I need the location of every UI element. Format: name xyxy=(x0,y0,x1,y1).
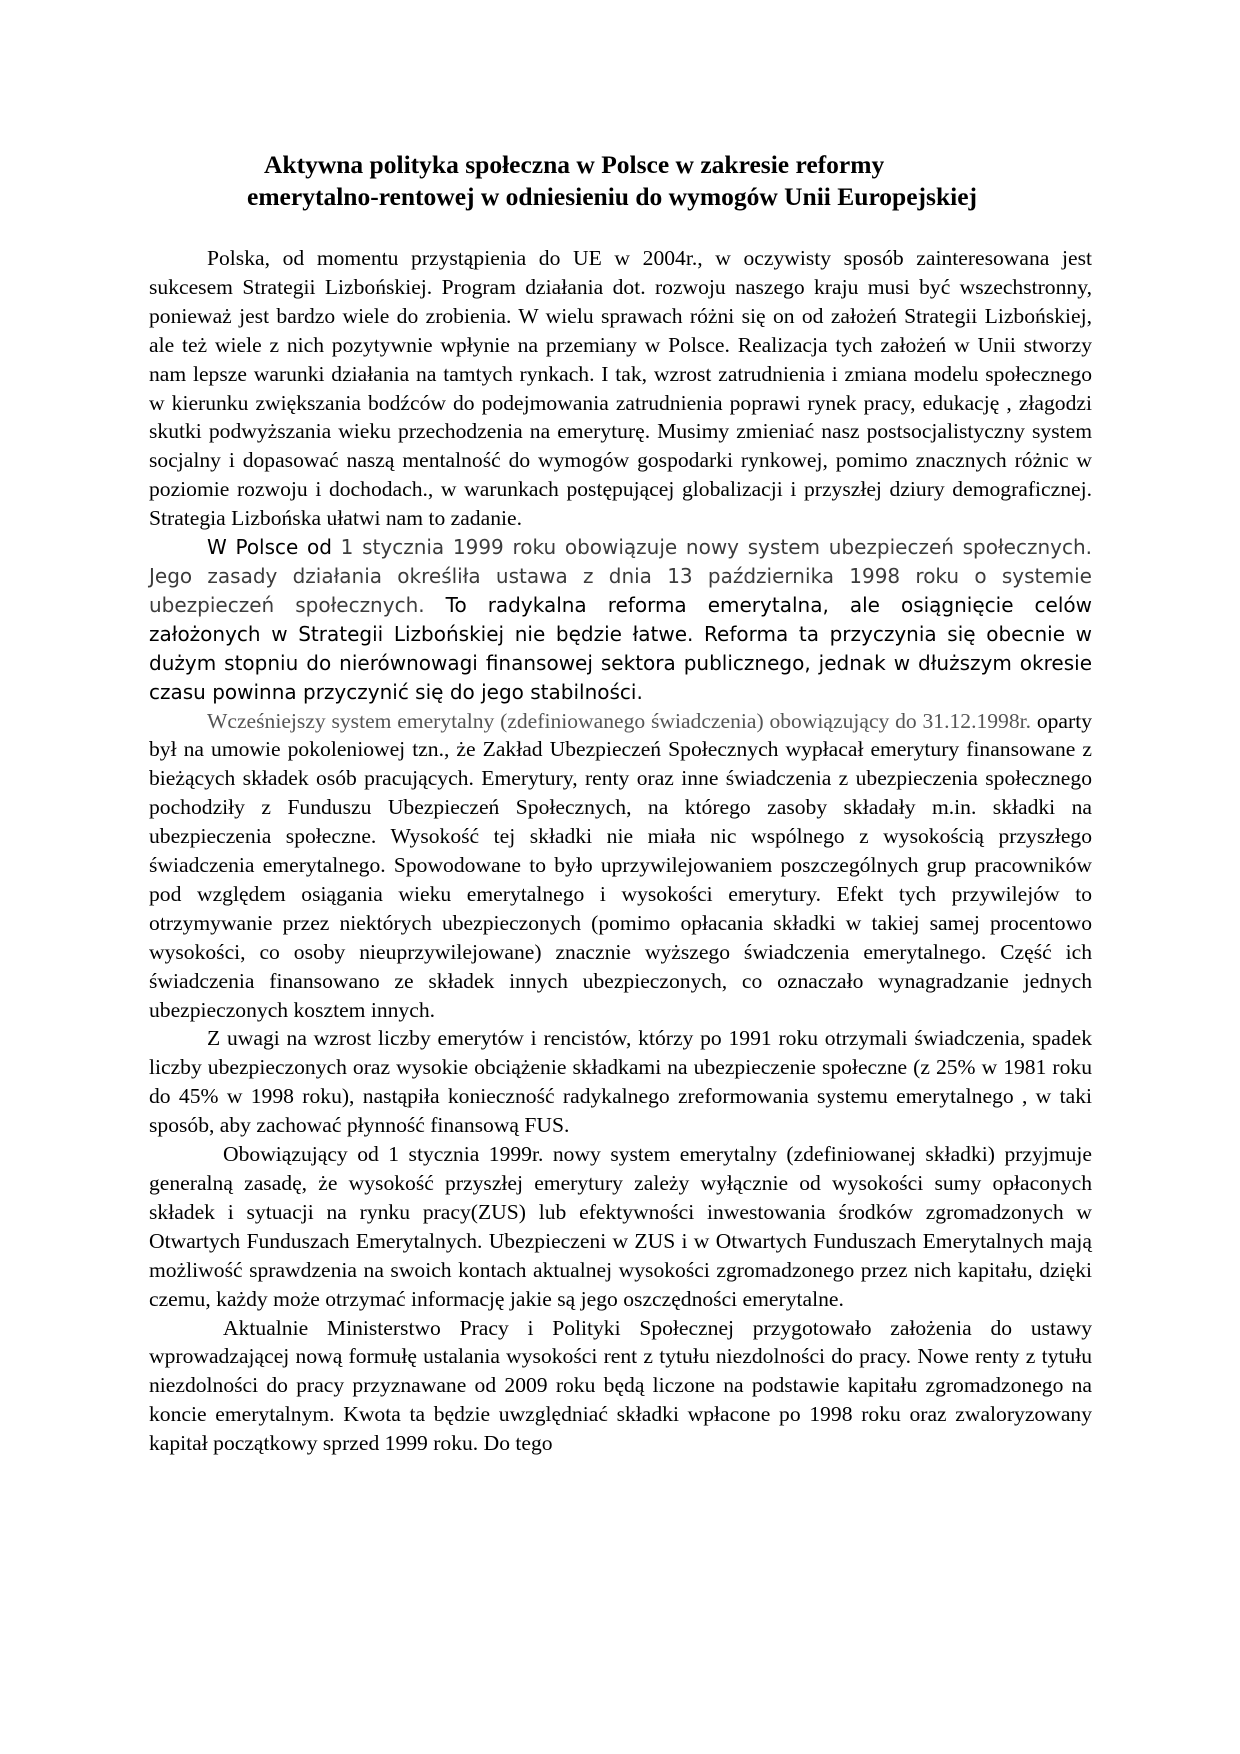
title-line-1: Aktywna polityka społeczna w Polsce w zakresie reformy xyxy=(264,150,885,179)
document-body xyxy=(149,244,1092,1458)
document-title xyxy=(150,149,1090,213)
paragraph-2-rest: To radykalna reforma emerytalna, ale osiągnięcie celów założonych w Strategii Lizbońskiej nie będzie łatwe. Reforma ta przyczynia się obecnie w dużym stopniu do nierównowagi finansowej sektora publicznego, jednak w dłuższym okresie czasu powinna przyczynić się do jego stabilności. xyxy=(149,592,1092,704)
paragraph-3-rest: oparty był na umowie pokoleniowej tzn., że Zakład Ubezpieczeń Społecznych wypłacał emerytury finansowane z bieżących składek osób pracujących. Emerytury, renty oraz inne świadczenia z ubezpieczenia społecznego pochodziły z Funduszu Ubezpieczeń Społecznych, na którego zasoby składały m.in. składki na ubezpieczenia społeczne. Wysokość tej składki nie miała nic wspólnego z wysokością przyszłego świadczenia emerytalnego. Spowodowane to było uprzywilejowaniem poszczególnych grup pracowników pod względem osiągania wieku emerytalnego i wysokości emerytury. Efekt tych przywilejów to otrzymywanie przez niektórych ubezpieczonych (pomimo opłacania składki w takiej samej procentowo wysokości, co osoby nieuprzywilejowane) znacznie wyższego świadczenia emerytalnego. Część ich świadczenia finansowano ze składek innych ubezpieczonych, co oznaczało wynagradzanie jednych ubezpieczonych kosztem innych. xyxy=(149,708,1092,1022)
title-line-2: emerytalno-rentowej w odniesieniu do wymogów Unii Europejskiej xyxy=(247,182,978,211)
paragraph-3 xyxy=(149,707,1092,1025)
paragraph-2 xyxy=(149,533,1092,706)
paragraph-6: Aktualnie Ministerstwo Pracy i Polityki Społecznej przygotowało założenia do ustawy wprowadzającej nową formułę ustalania wysokości rent z tytułu niezdolności do pracy. Nowe renty z tytułu niezdolności do pracy przyznawane od 2009 roku będą liczone na podstawie kapitału zgromadzonego na koncie emerytalnym. Kwota ta będzie uwzględniać składki wpłacone po 1998 roku oraz zwaloryzowany kapitał początkowy sprzed 1999 roku. Do tego xyxy=(149,1315,1092,1456)
paragraph-2-quote: 1 stycznia 1999 roku obowiązuje nowy system ubezpieczeń społecznych. Jego zasady działania określiła ustawa z dnia 13 października 1998 roku o systemie ubezpieczeń społecznych. xyxy=(149,535,1092,617)
paragraph-2-lead: W Polsce od xyxy=(207,535,341,560)
paragraph-3-lead: Wcześniejszy system emerytalny (zdefiniowanego świadczenia) obowiązujący do 31.12.1998r. xyxy=(207,708,1032,733)
paragraph-5: Obowiązujący od 1 stycznia 1999r. nowy system emerytalny (zdefiniowanej składki) przyjmuje generalną zasadę, że wysokość przyszłej emerytury zależy wyłącznie od wysokości sumy opłaconych składek i sytuacji na rynku pracy(ZUS) lub efektywności inwestowania środków zgromadzonych w Otwartych Funduszach Emerytalnych. Ubezpieczeni w ZUS i w Otwartych Funduszach Emerytalnych mają możliwość sprawdzenia na swoich kontach aktualnej wysokości zgromadzonego przez nich kapitału, dzięki czemu, każdy może otrzymać informację jakie są jego oszczędności emerytalne. xyxy=(149,1142,1092,1311)
paragraph-4: Z uwagi na wzrost liczby emerytów i rencistów, którzy po 1991 roku otrzymali świadczenia, spadek liczby ubezpieczonych oraz wysokie obciążenie składkami na ubezpieczenie społeczne (z 25% w 1981 roku do 45% w 1998 roku), nastąpiła konieczność radykalnego zreformowania systemu emerytalnego , w taki sposób, aby zachować płynność finansową FUS. xyxy=(149,1026,1092,1138)
paragraph-1: Polska, od momentu przystąpienia do UE w 2004r., w oczywisty sposób zainteresowana jest sukcesem Strategii Lizbońskiej. Program działania dot. rozwoju naszego kraju musi być wszechstronny, ponieważ jest bardzo wiele do zrobienia. W wielu sprawach różni się on od założeń Strategii Lizbońskiej, ale też wiele z nich pozytywnie wpłynie na przemiany w Polsce. Realizacja tych założeń w Unii stworzy nam lepsze warunki działania na tamtych rynkach. I tak, wzrost zatrudnienia i zmiana modelu społecznego w kierunku zwiększania bodźców do podejmowania zatrudnienia poprawi rynek pracy, edukację , złagodzi skutki podwyższania wieku przechodzenia na emeryturę. Musimy zmieniać nasz postsocjalistyczny system socjalny i dopasować naszą mentalność do wymogów gospodarki rynkowej, pomimo znacznych różnic w poziomie rozwoju i dochodach., w warunkach postępującej globalizacji i przyszłej dziury demograficznej. Strategia Lizbońska ułatwi nam to zadanie. xyxy=(149,246,1092,531)
